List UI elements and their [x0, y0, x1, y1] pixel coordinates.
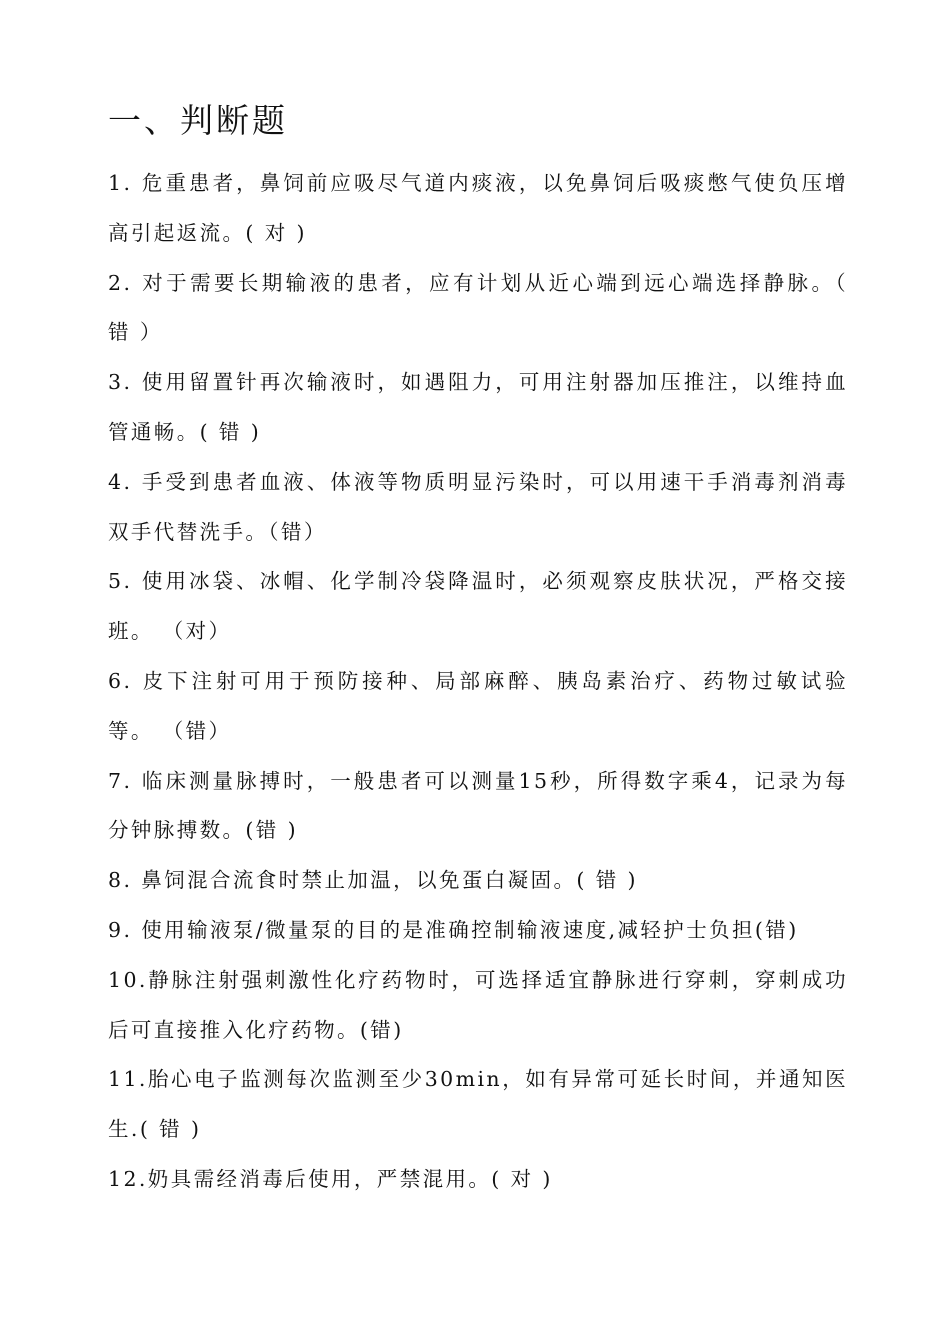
- question-12: 12.奶具需经消毒后使用，严禁混用。( 对 ): [108, 1166, 553, 1191]
- question-1: 1. 危重患者，鼻饲前应吸尽气道内痰液，以免鼻饲后吸痰憋气使负压增高引起返流。( 对 ): [108, 171, 848, 245]
- section-title: 一、判断题: [108, 101, 288, 140]
- question-8: 8. 鼻饲混合流食时禁止加温，以免蛋白凝固。( 错 ): [108, 868, 638, 893]
- question-5: 5. 使用冰袋、冰帽、化学制冷袋降温时，必须观察皮肤状况，严格交接班。 （对）: [108, 569, 848, 644]
- question-11: 11.胎心电子监测每次监测至少30min，如有异常可延长时间，并通知医生.( 错 ): [108, 1067, 848, 1142]
- question-10: 10.静脉注射强刺激性化疗药物时，可选择适宜静脉进行穿刺，穿刺成功后可直接推入化疗药物。(错): [108, 967, 848, 1042]
- question-3: 3. 使用留置针再次输液时，如遇阻力，可用注射器加压推注，以维持血管通畅。( 错 ): [108, 370, 848, 444]
- question-9: 9. 使用输液泵/微量泵的目的是准确控制输液速度,减轻护士负担(错): [108, 917, 799, 942]
- question-6: 6. 皮下注射可用于预防接种、局部麻醉、胰岛素治疗、药物过敏试验等。 （错）: [108, 668, 848, 743]
- question-4: 4. 手受到患者血液、体液等物质明显污染时，可以用速干手消毒剂消毒双手代替洗手。（错）: [108, 469, 848, 544]
- question-2: 2. 对于需要长期输液的患者，应有计划从近心端到远心端选择静脉。（ 错 ）: [108, 270, 848, 345]
- question-list: [108, 159, 848, 1205]
- document-page: [108, 96, 848, 1205]
- question-7: 7. 临床测量脉搏时，一般患者可以测量15秒，所得数字乘4，记录为每分钟脉搏数。(错 ): [108, 768, 848, 843]
